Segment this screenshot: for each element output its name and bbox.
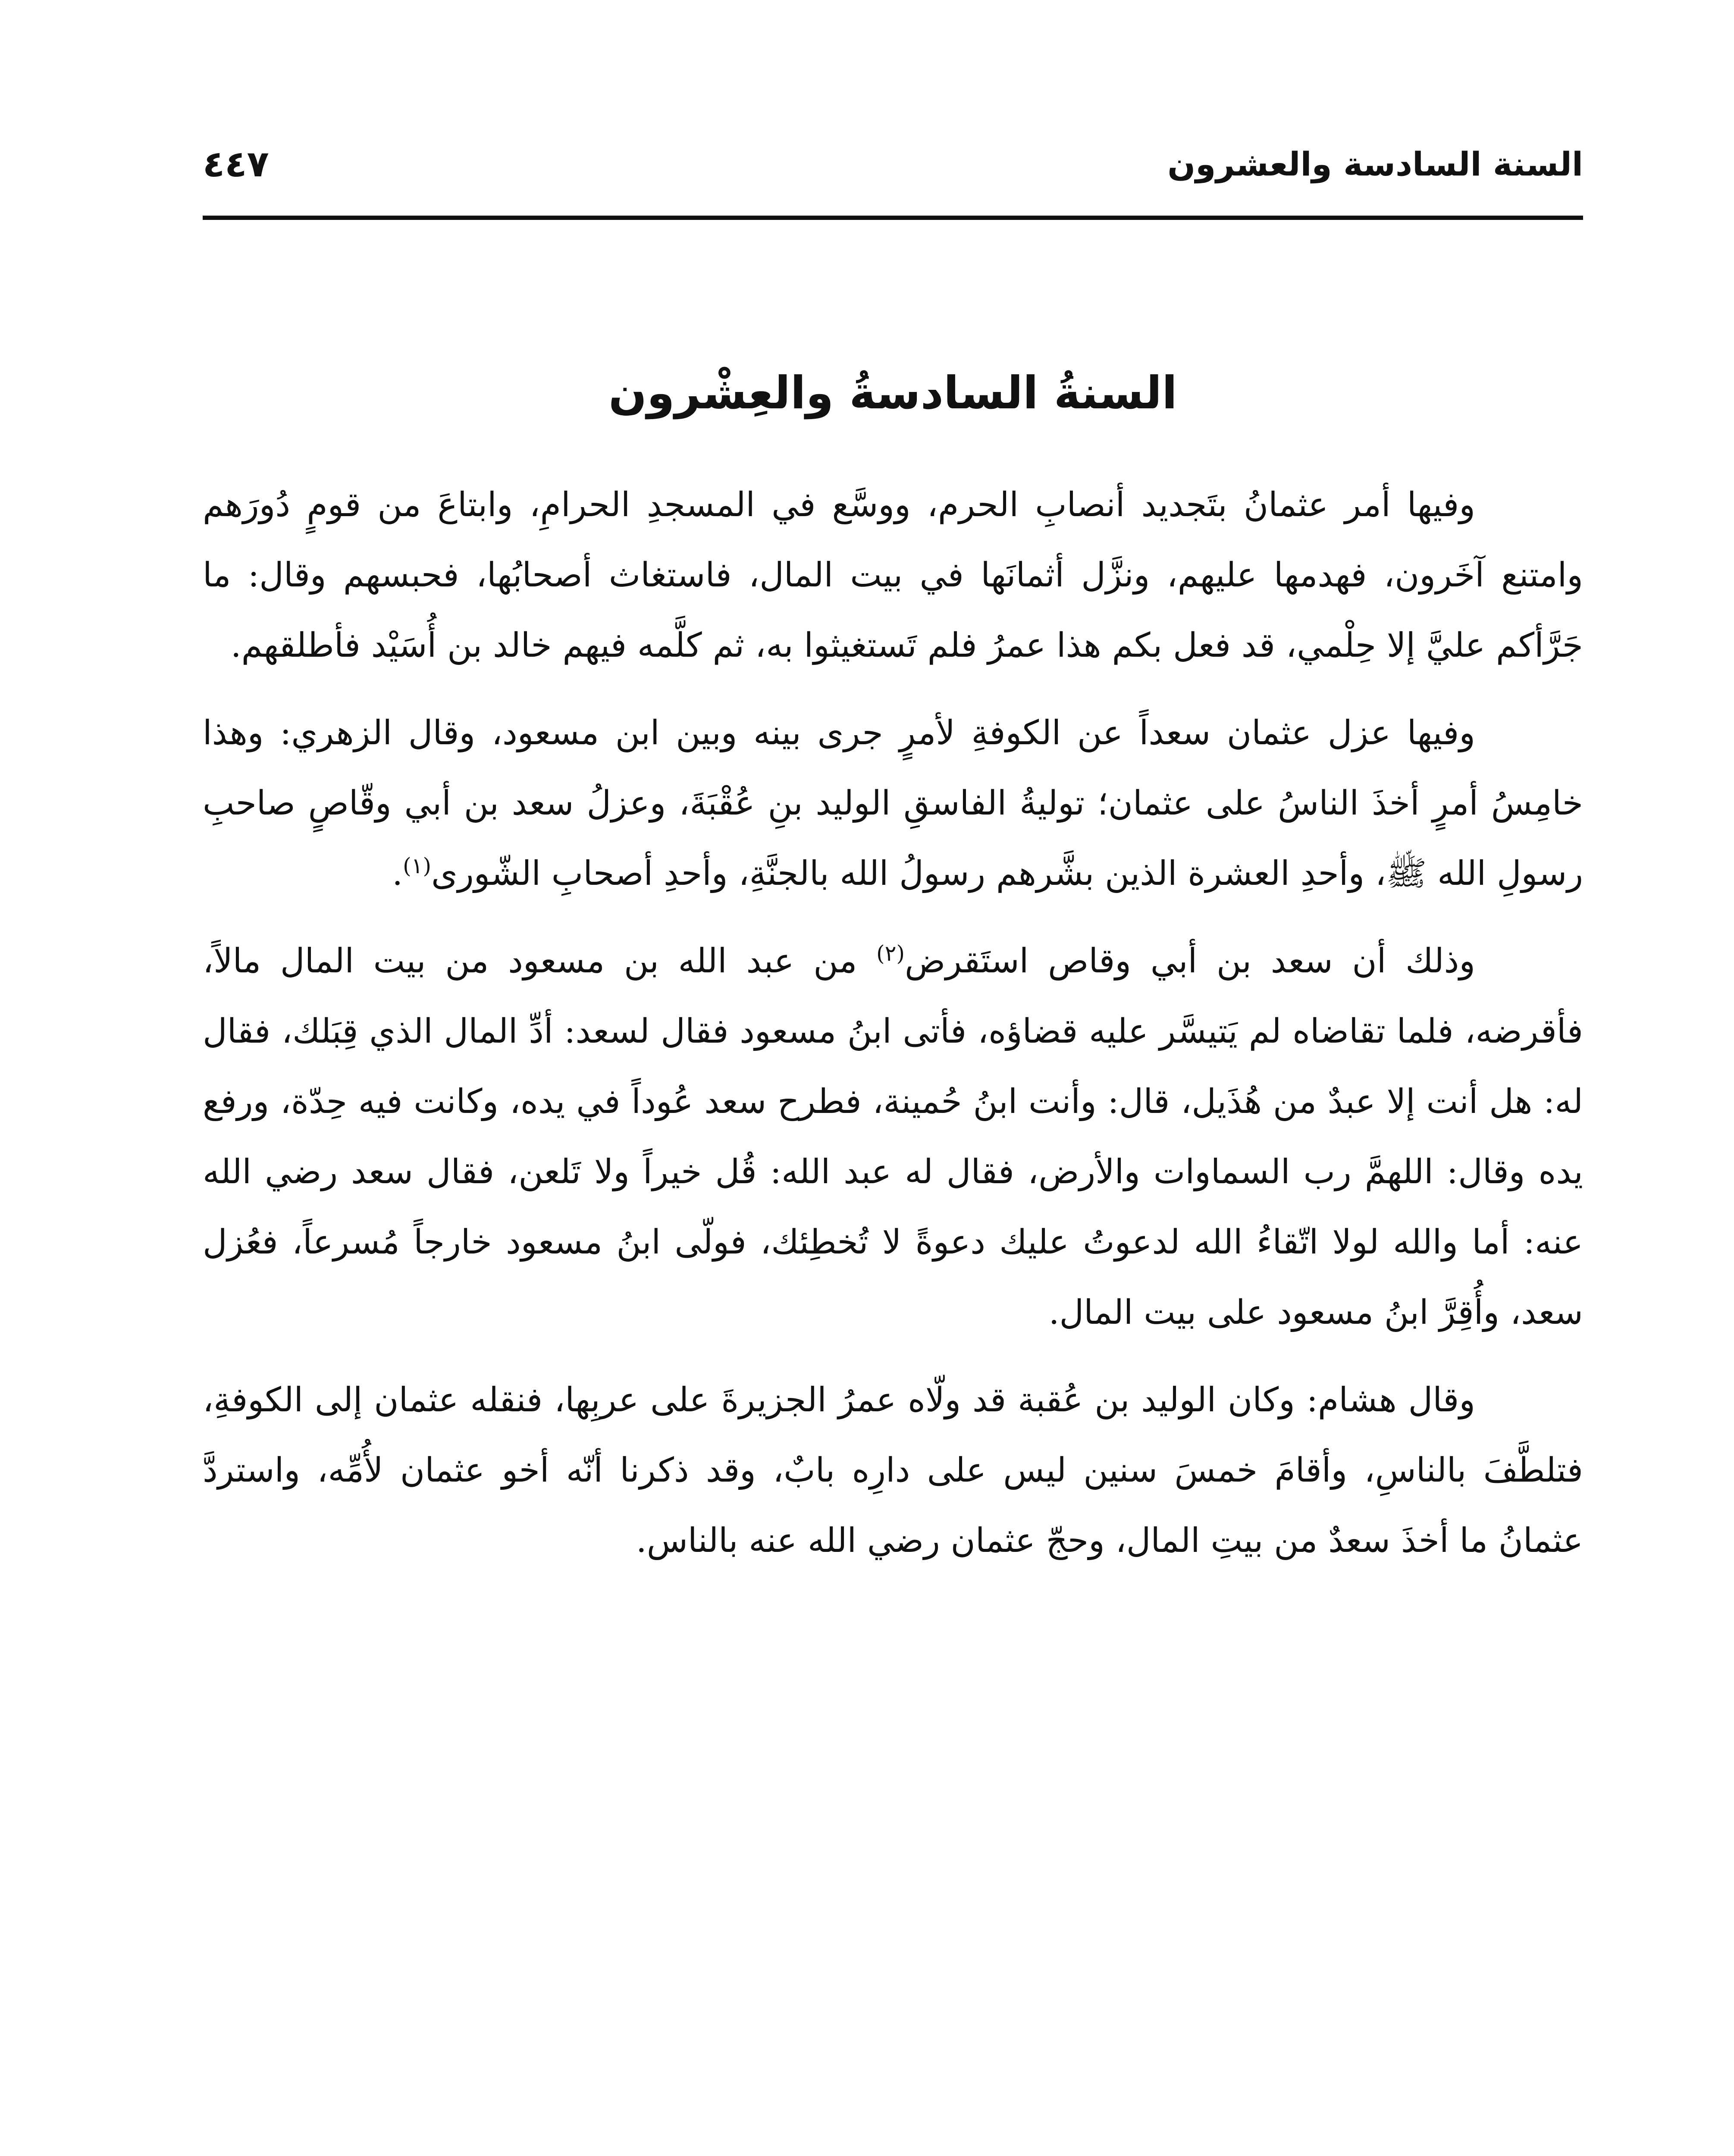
paragraph-text: وفيها عزل عثمان سعداً عن الكوفةِ لأمرٍ جرى بينه وبين ابن مسعود، وقال الزهري: وهذا خامِسُ أمرٍ أخذَ الناسُ على عثمان؛ توليةُ الفاسقِ الوليد بنِ عُقْبَةَ، وعزلُ سعد بن أبي وقّاصٍ صاحبِ رسولِ الله ﷺ، وأحدِ العشرة الذين بشَّرهم رسولُ الله بالجنَّةِ، وأحدِ أصحابِ الشّورى <box>203 714 1583 893</box>
paragraph-text: وقال هشام: وكان الوليد بن عُقبة قد ولّاه عمرُ الجزيرةَ على عربِها، فنقله عثمان إلى الكوفةِ، فتلطَّفَ بالناسِ، وأقامَ خمسَ سنين ليس على دارِه بابٌ، وقد ذكرنا أنّه أخو عثمان لأُمِّه، واستردَّ عثمانُ ما أخذَ سعدٌ من بيتِ المال، وحجّ عثمان رضي الله عنه بالناس. <box>203 1381 1583 1560</box>
paragraph <box>203 926 1583 1348</box>
footnote-ref-1[interactable]: (١) <box>403 853 431 878</box>
paragraph <box>203 698 1583 909</box>
paragraph <box>203 1365 1583 1576</box>
footnote-ref-2[interactable]: (٢) <box>876 941 905 966</box>
chapter-title: السنةُ السادسةُ والعِشْرون <box>608 367 1177 419</box>
running-header <box>203 129 1583 198</box>
header-divider <box>203 216 1583 220</box>
paragraph <box>203 470 1583 681</box>
page-number: ٤٤٧ <box>203 143 269 185</box>
running-title: السنة السادسة والعشرون <box>1167 144 1583 183</box>
paragraph-end-punct: . <box>392 854 403 893</box>
main-text <box>203 470 1583 1593</box>
paragraph-text: من عبد الله بن مسعود من بيت المال مالاً، فأقرضه، فلما تقاضاه لم يَتيسَّر عليه قضاؤه، فأتى ابنُ مسعود فقال لسعد: أدِّ المال الذي قِبَلك، فقال له: هل أنت إلا عبدٌ من هُذَيل، قال: وأنت ابنُ حُمينة، فطرح سعد عُوداً في يده، وكانت فيه حِدّة، ورفع يده وقال: اللهمَّ رب السماوات والأرض، فقال له عبد الله: قُل خيراً ولا تَلعن، فقال سعد رضي الله عنه: أما والله لولا اتّقاءُ الله لدعوتُ عليك دعوةً لا تُخطِئك، فولّى ابنُ مسعود خارجاً مُسرعاً، فعُزل سعد، وأُقِرَّ ابنُ مسعود على بيت المال. <box>203 942 1583 1332</box>
paragraph-text: وفيها أمر عثمانُ بتَجديد أنصابِ الحرم، ووسَّع في المسجدِ الحرامِ، وابتاعَ من قومٍ دُورَهم وامتنع آخَرون، فهدمها عليهم، ونزَّل أثمانَها في بيت المال، فاستغاث أصحابُها، فحبسهم وقال: ما جَرَّأكم عليَّ إلا حِلْمي، قد فعل بكم هذا عمرُ فلم تَستغيثوا به، ثم كلَّمه فيهم خالد بن أُسَيْد فأطلقهم. <box>203 486 1583 665</box>
paragraph-text: وذلك أن سعد بن أبي وقاص استَقرض <box>904 942 1475 981</box>
